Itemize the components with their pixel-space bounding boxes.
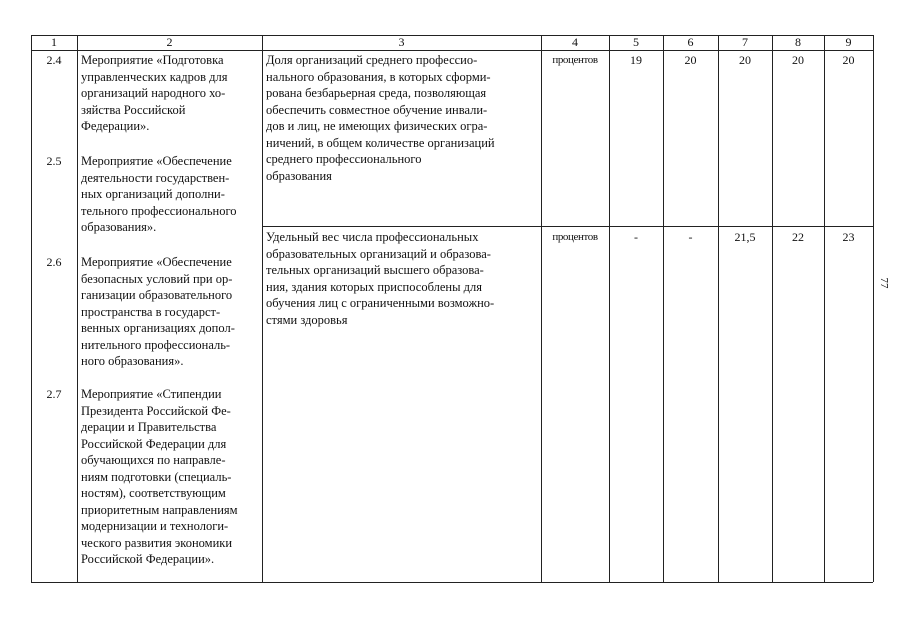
activity-2-6 <box>81 254 235 370</box>
indicator-1-value-col9: 20 <box>842 53 855 67</box>
activity-line: тельного профессионального <box>81 203 237 218</box>
col-border-3 <box>541 35 542 582</box>
activity-line: нительного профессиональ- <box>81 337 231 352</box>
activity-line: безопасных условий при ор- <box>81 271 233 286</box>
row-number-2-5: 2.5 <box>46 154 62 168</box>
indicator-line: Доля организаций среднего профессио- <box>266 53 478 67</box>
activity-line: Мероприятие «Обеспечение <box>81 154 232 168</box>
header-col-3: 3 <box>398 35 405 49</box>
activity-line: приоритетным направлениям <box>81 502 238 517</box>
activity-line: ностям), соответствующим <box>81 486 226 500</box>
indicator-2-value-col8: 22 <box>792 230 804 244</box>
indicator-2-value-col5: - <box>634 230 638 244</box>
activity-line: обучающихся по направле- <box>81 453 226 467</box>
indicator-line: стями здоровья <box>266 312 348 327</box>
row-number-2-4: 2.4 <box>46 53 62 67</box>
activity-line: Президента Российской Фе- <box>81 403 231 418</box>
activity-line: Мероприятие «Обеспечение <box>81 255 232 269</box>
indicator-1-unit: процентов <box>552 54 598 66</box>
indicator-line: обучения лиц с ограниченными возможно- <box>266 296 495 310</box>
activity-line: Мероприятие «Подготовка <box>81 53 224 67</box>
header-col-2: 2 <box>166 35 173 49</box>
indicator-2-text <box>266 229 494 328</box>
activity-line: ного образования». <box>81 354 184 368</box>
activity-line: управленческих кадров для <box>81 69 228 84</box>
header-col-4: 4 <box>572 35 578 49</box>
activity-line: дерации и Правительства <box>81 420 217 434</box>
activity-2-5 <box>81 153 237 236</box>
indicator-line: Удельный вес числа профессиональных <box>266 230 479 244</box>
col-border-0 <box>31 35 32 582</box>
indicator-1-value-col6: 20 <box>684 53 697 67</box>
indicator-line: образования <box>266 168 332 183</box>
indicator-1-value-col5: 19 <box>630 53 642 67</box>
activity-line: зяйства Российской <box>81 102 186 117</box>
activity-line: Российской Федерации для <box>81 436 227 451</box>
indicator-1-value-col8: 20 <box>792 53 804 67</box>
indicator-2-unit: процентов <box>552 231 598 243</box>
activity-line: образования». <box>81 220 157 234</box>
activity-line: Федерации». <box>81 119 150 133</box>
indicator-line: обеспечить совместное обучение инвали- <box>266 102 488 117</box>
indicator-line: тельных организаций высшего образова- <box>266 263 484 277</box>
activity-line: ческого развития экономики <box>81 535 233 550</box>
activity-line: организаций народного хо- <box>81 86 226 100</box>
indicator-divider <box>262 226 873 227</box>
activity-line: венных организациях допол- <box>81 321 235 335</box>
indicator-line: среднего профессионального <box>266 152 422 166</box>
table-bottom-border <box>31 582 873 583</box>
col-border-9 <box>873 35 874 582</box>
indicator-line: дов и лиц, не имеющих физических огра- <box>266 119 488 133</box>
indicator-line: рована безбарьерная среда, позволяющая <box>266 86 487 100</box>
activity-line: Российской Федерации». <box>81 552 215 566</box>
indicator-line: ничений, в общем количестве организаций <box>266 135 495 150</box>
col-border-2 <box>262 35 263 582</box>
header-bottom-border <box>31 50 873 51</box>
indicator-line: образовательных организаций и образова- <box>266 246 491 261</box>
indicator-2-value-col6: - <box>688 230 693 244</box>
col-border-5 <box>663 35 664 582</box>
header-col-7: 7 <box>742 35 748 49</box>
activity-2-4 <box>81 52 227 135</box>
activity-2-7 <box>81 386 238 568</box>
activity-line: ниям подготовки (специаль- <box>81 469 232 484</box>
row-number-2-7: 2.7 <box>46 387 62 401</box>
activity-line: ных организаций дополни- <box>81 187 225 201</box>
header-col-9: 9 <box>845 35 852 49</box>
header-col-1: 1 <box>51 35 57 49</box>
indicator-2-value-col7: 21,5 <box>734 230 756 244</box>
activity-line: ганизации образовательного <box>81 288 233 302</box>
activity-line: модернизации и технологи- <box>81 519 229 533</box>
header-col-8: 8 <box>795 35 801 49</box>
indicator-2-value-col9: 23 <box>842 230 855 244</box>
activity-line: деятельности государствен- <box>81 170 230 185</box>
col-border-7 <box>772 35 773 582</box>
col-border-6 <box>718 35 719 582</box>
indicator-line: ния, здания которых приспособлены для <box>266 279 482 294</box>
page-number: 77 <box>878 277 890 289</box>
header-col-6: 6 <box>687 35 694 49</box>
indicator-1-text <box>266 52 495 184</box>
activity-line: пространства в государст- <box>81 304 221 319</box>
col-border-1 <box>77 35 78 582</box>
header-col-5: 5 <box>633 35 639 49</box>
activity-line: Мероприятие «Стипендии <box>81 387 222 401</box>
indicator-line: нального образования, в которых сформи- <box>266 69 491 84</box>
col-border-4 <box>609 35 610 582</box>
row-number-2-6: 2.6 <box>46 255 62 269</box>
indicator-1-value-col7: 20 <box>739 53 751 67</box>
col-border-8 <box>824 35 825 582</box>
